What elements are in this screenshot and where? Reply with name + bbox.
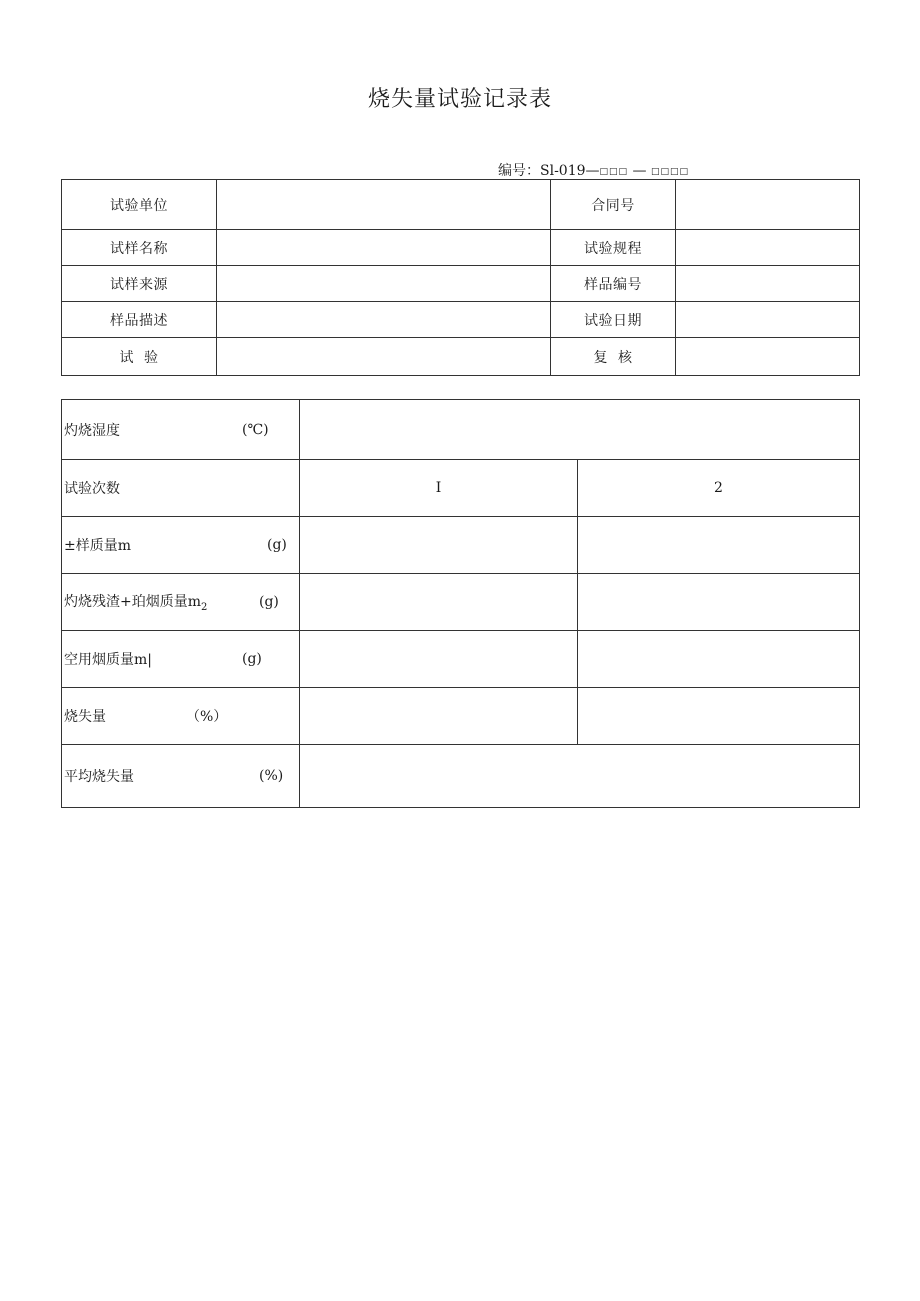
info-field-sample-no[interactable] [676,266,860,302]
empty-mass-label: 空用烟质量m| [64,652,152,668]
form-code-boxes-1: □□□ [599,167,629,177]
info-field-source[interactable] [217,266,551,302]
soil-mass-label-cell [62,517,300,574]
info-row [62,180,860,230]
avg-loss-label-cell [62,745,300,808]
residue-mass-field-2[interactable] [578,574,860,631]
burn-temp-unit: (℃) [242,421,269,438]
form-code-boxes-2: □□□□ [650,167,689,177]
empty-mass-unit: (g) [242,651,262,667]
test-row-burn-temp [62,400,860,460]
trial-no-label-cell [62,460,300,517]
soil-mass-field-2[interactable] [578,517,860,574]
trial-2-header: 2 [578,460,860,517]
avg-loss-unit: (%) [259,768,284,784]
info-table [61,179,860,376]
info-field-procedure[interactable] [676,230,860,266]
residue-mass-label-cell [62,574,300,631]
residue-mass-subscript: 2 [201,601,208,613]
info-label-sample-name: 试样名称 [62,230,217,266]
test-row-soil-mass [62,517,860,574]
info-field-sample-name[interactable] [217,230,551,266]
info-label-unit: 试验单位 [62,180,217,230]
form-title: 烧失量试验记录表 [367,87,552,112]
test-table [61,399,860,808]
info-field-contract[interactable] [676,180,860,230]
info-field-description[interactable] [217,302,551,338]
trial-1-header: I [300,460,578,517]
info-label-date: 试验日期 [551,302,676,338]
info-label-contract: 合同号 [551,180,676,230]
residue-mass-label-wrap [64,591,207,613]
residue-mass-label: 灼烧残渣+珀烟质量m [64,594,202,611]
info-field-date[interactable] [676,302,860,338]
loss-field-1[interactable] [300,688,578,745]
form-code [498,160,689,180]
test-row-loss [62,688,860,745]
burn-temp-field[interactable] [300,400,860,460]
empty-mass-field-2[interactable] [578,631,860,688]
info-label-procedure: 试验规程 [551,230,676,266]
burn-temp-label: 灼烧湿度 [64,422,120,439]
loss-field-2[interactable] [578,688,860,745]
soil-mass-label: ±样质量m [64,538,132,554]
empty-mass-label-cell [62,631,300,688]
soil-mass-unit: (g) [267,537,287,553]
loss-unit: （%） [186,709,228,725]
info-label-source: 试样来源 [62,266,217,302]
info-row [62,230,860,266]
info-row [62,338,860,376]
info-label-description: 样品描述 [62,302,217,338]
empty-mass-field-1[interactable] [300,631,578,688]
info-label-sample-no: 样品编号 [551,266,676,302]
burn-temp-label-cell [62,400,300,460]
info-field-reviewer[interactable] [676,338,860,376]
avg-loss-field[interactable] [300,745,860,808]
test-row-empty-mass [62,631,860,688]
test-row-avg-loss [62,745,860,808]
info-label-reviewer: 复 核 [551,338,676,376]
trial-no-label: 试验次数 [64,481,120,497]
info-field-tester[interactable] [217,338,551,376]
loss-label-cell [62,688,300,745]
info-row [62,266,860,302]
info-row [62,302,860,338]
residue-mass-field-1[interactable] [300,574,578,631]
info-label-tester: 试 验 [62,338,217,376]
form-code-prefix: 编号：Sl-019— [498,163,600,179]
loss-label: 烧失量 [64,709,106,725]
test-row-residue-mass [62,574,860,631]
test-row-trial-no [62,460,860,517]
residue-mass-unit: (g) [259,594,279,610]
info-field-unit[interactable] [217,180,551,230]
soil-mass-field-1[interactable] [300,517,578,574]
form-code-sep: — [628,163,651,179]
avg-loss-label: 平均烧失量 [64,769,134,785]
